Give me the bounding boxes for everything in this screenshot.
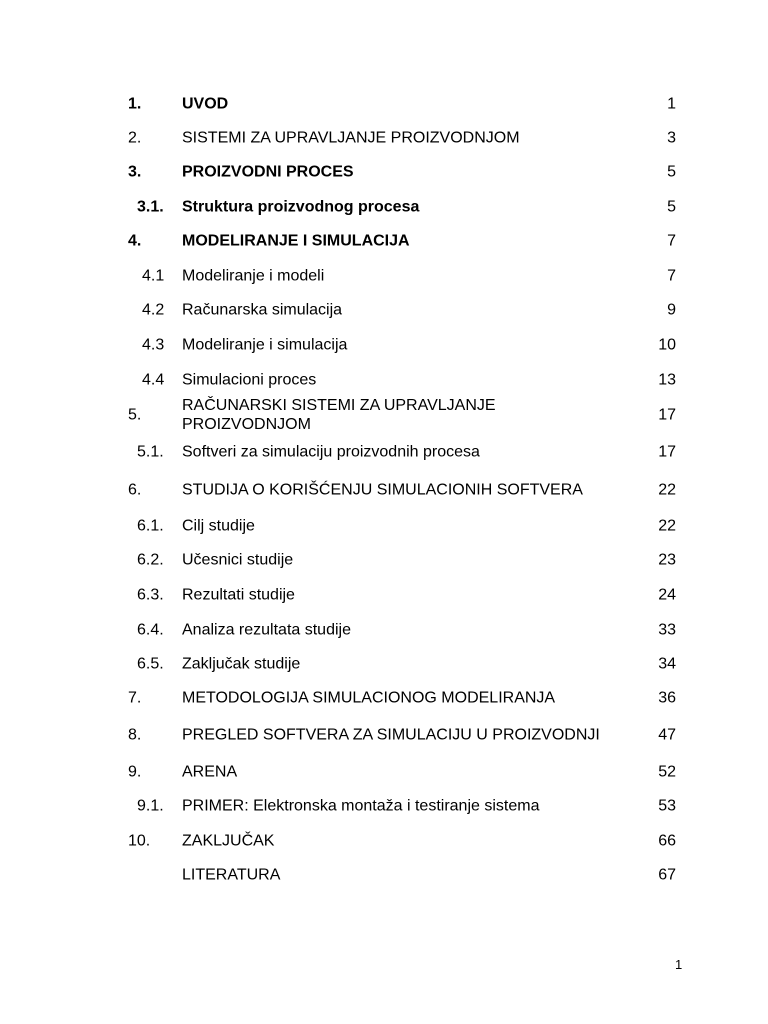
toc-entry-title: METODOLOGIJA SIMULACIONOG MODELIRANJA: [182, 689, 556, 707]
toc-entry-number: 4.2: [142, 301, 165, 319]
toc-entry: [0, 755, 768, 789]
toc-entry: [0, 824, 768, 858]
toc-entry-number: 1.: [128, 95, 142, 113]
toc-entry: [0, 224, 768, 258]
toc-entry: [0, 578, 768, 612]
toc-entry: [0, 647, 768, 681]
toc-entry-number: 4.3: [142, 336, 165, 354]
toc-entry-title: PROIZVODNI PROCES: [182, 163, 354, 181]
toc-entry: [0, 435, 768, 469]
toc-entry: [0, 543, 768, 577]
toc-entry: [0, 155, 768, 189]
toc-entry-number: 3.: [128, 163, 142, 181]
toc-entry: [0, 470, 768, 510]
toc-entry: [0, 259, 768, 293]
toc-entry: [0, 789, 768, 823]
page-number: 1: [675, 957, 683, 972]
toc-entry-number: 8.: [128, 726, 142, 744]
toc-entry-page: 10: [658, 336, 676, 354]
toc-entry-title: Softveri za simulaciju proizvodnih procesa: [182, 443, 480, 461]
toc-entry: [0, 395, 768, 435]
toc-entry-number: 6.1.: [137, 517, 164, 535]
toc-entry: [0, 858, 768, 892]
toc-entry-page: 1: [667, 95, 676, 113]
toc-entry-title: Modeliranje i modeli: [182, 267, 325, 285]
toc-entry-page: 36: [658, 689, 676, 707]
toc-entry-number: 6.2.: [137, 551, 164, 569]
toc-entry: [0, 363, 768, 397]
toc-entry-title: SISTEMI ZA UPRAVLJANJE PROIZVODNJOM: [182, 129, 520, 147]
toc-entry-number: 2.: [128, 129, 142, 147]
toc-entry-title: ARENA: [182, 763, 238, 781]
toc-entry-title: Računarska simulacija: [182, 301, 343, 319]
toc-entry-page: 47: [658, 726, 676, 744]
toc-entry-number: 6.4.: [137, 621, 164, 639]
toc-entry-page: 17: [658, 443, 676, 461]
toc-entry-page: 5: [667, 163, 676, 181]
toc-entry-page: 24: [658, 586, 676, 604]
toc-entry: [0, 509, 768, 543]
toc-entry-title: Rezultati studije: [182, 586, 295, 604]
toc-entry-number: 7.: [128, 689, 142, 707]
toc-entry-page: 52: [658, 763, 676, 781]
toc-entry-page: 5: [667, 198, 676, 216]
toc-entry-page: 67: [658, 866, 676, 884]
toc-entry-number: 6.: [128, 481, 142, 499]
toc-entry-title: RAČUNARSKI SISTEMI ZA UPRAVLJANJE PROIZVODNJOM: [182, 397, 496, 433]
toc-entry-title: MODELIRANJE I SIMULACIJA: [182, 232, 410, 250]
toc-entry: [0, 190, 768, 224]
toc-entry: [0, 613, 768, 647]
toc-entry-page: 66: [658, 832, 676, 850]
toc-entry-title: Struktura proizvodnog procesa: [182, 198, 420, 216]
toc-entry: [0, 681, 768, 715]
toc-entry-number: 3.1.: [137, 198, 164, 216]
toc-entry-title: LITERATURA: [182, 866, 281, 884]
toc-entry-title: Učesnici studije: [182, 551, 294, 569]
toc-entry-page: 9: [667, 301, 676, 319]
toc-entry-title: PREGLED SOFTVERA ZA SIMULACIJU U PROIZVODNJI: [182, 726, 600, 744]
toc-entry-title: Cilj studije: [182, 517, 255, 535]
toc-entry-page: 7: [667, 232, 676, 250]
toc-entry: [0, 121, 768, 155]
toc-entry-title: ZAKLJUČAK: [182, 832, 275, 850]
toc-entry-number: 9.1.: [137, 797, 164, 815]
toc-entry-page: 53: [658, 797, 676, 815]
toc-entry-number: 10.: [128, 832, 151, 850]
toc-entry-title: STUDIJA O KORIŠĆENJU SIMULACIONIH SOFTVERA: [182, 481, 583, 499]
toc-entry: [0, 87, 768, 121]
toc-entry: [0, 328, 768, 362]
toc-entry-title: Zaključak studije: [182, 655, 301, 673]
toc-entry-number: 9.: [128, 763, 142, 781]
toc-entry-number: 5.: [128, 406, 142, 424]
toc-entry-page: 17: [658, 406, 676, 424]
toc-entry-page: 22: [658, 481, 676, 499]
toc-entry: [0, 715, 768, 755]
toc-entry-title: Simulacioni proces: [182, 371, 317, 389]
toc-entry-page: 23: [658, 551, 676, 569]
toc-entry-page: 13: [658, 371, 676, 389]
toc-entry: [0, 293, 768, 327]
toc-entry-title: Modeliranje i simulacija: [182, 336, 348, 354]
toc-entry-title: Analiza rezultata studije: [182, 621, 351, 639]
toc-entry-number: 6.3.: [137, 586, 164, 604]
toc-entry-page: 3: [667, 129, 676, 147]
toc-entry-page: 22: [658, 517, 676, 535]
toc-entry-number: 4.1: [142, 267, 165, 285]
toc-entry-page: 7: [667, 267, 676, 285]
toc-entry-title: UVOD: [182, 95, 229, 113]
toc-entry-number: 5.1.: [137, 443, 164, 461]
toc-entry-page: 33: [658, 621, 676, 639]
toc-entry-number: 4.4: [142, 371, 165, 389]
toc-entry-number: 4.: [128, 232, 142, 250]
toc-entry-page: 34: [658, 655, 676, 673]
toc-entry-number: 6.5.: [137, 655, 164, 673]
toc-entry-title: PRIMER: Elektronska montaža i testiranje sistema: [182, 797, 540, 815]
